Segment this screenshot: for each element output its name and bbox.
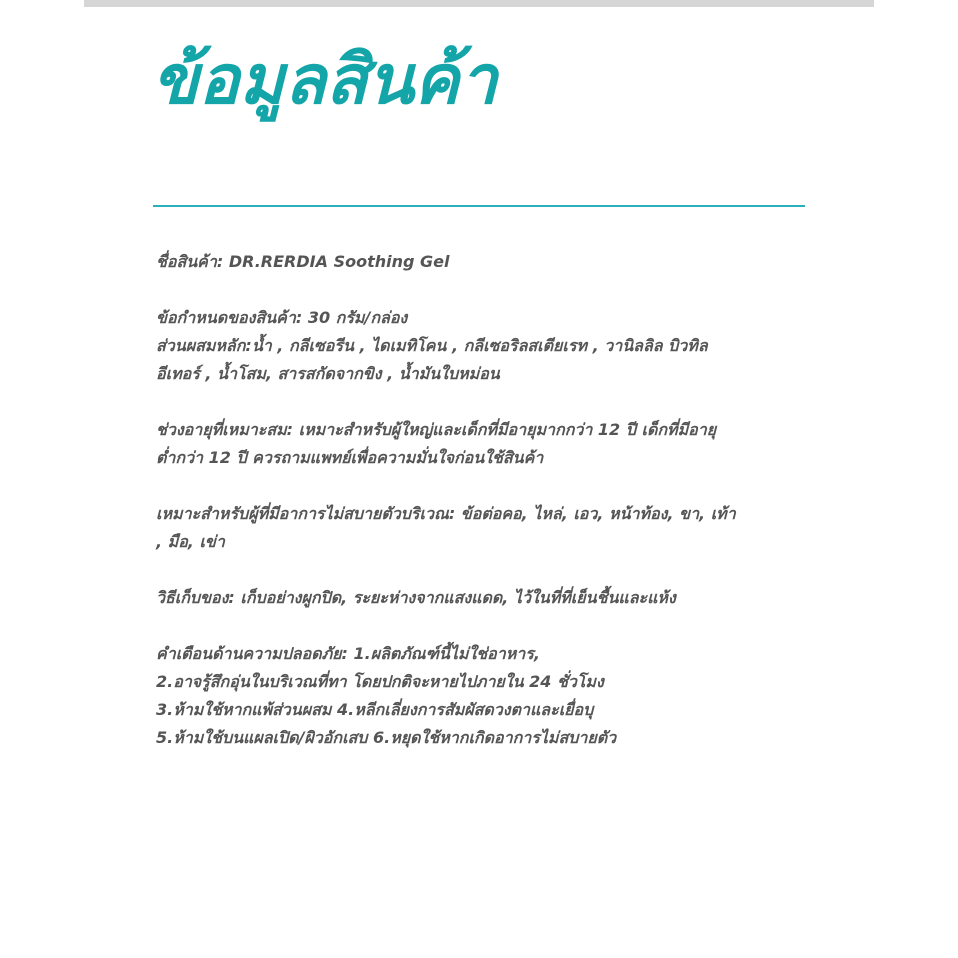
product-name-section [156,248,826,276]
storage-line: วิธีเก็บของ: เก็บอย่างผูกปิด, ระยะห่างจากแสงแดด, ไว้ในที่ที่เย็นชื้นและแห้ง [156,588,676,607]
age-section [156,416,826,472]
product-spec: ข้อกำหนดของสินค้า: 30 กรัม/กล่อง [156,308,408,327]
warning-line-1: คำเตือนด้านความปลอดภัย: 1.ผลิตภัณฑ์นี้ไม่ใช่อาหาร, [156,644,540,663]
spec-section [156,304,826,388]
warning-line-2: 2.อาจรู้สึกอุ่นในบริเวณที่ทา โดยปกติจะหายไปภายใน 24 ชั่วโมง [156,672,604,691]
warning-line-3: 3.ห้ามใช้หากแพ้ส่วนผสม 4.หลีกเลี่ยงการสัมผัสดวงตาและเยื่อบุ [156,700,594,719]
ingredients-line-2: อีเทอร์ , น้ำโสม, สารสกัดจากขิง , น้ำมันใบหม่อน [156,364,500,383]
warning-section [156,640,826,752]
page-title: ข้อมูลสินค้า [152,41,498,120]
age-line-2: ต่ำกว่า 12 ปี ควรถามแพทย์เพื่อความมั่นใจก่อนใช้สินค้า [156,448,544,467]
suitable-line-1: เหมาะสำหรับผู้ที่มีอาการไม่สบายตัวบริเวณ: ข้อต่อคอ, ไหล่, เอว, หน้าท้อง, ขา, เท้า [156,504,736,523]
product-info [156,248,826,780]
age-line-1: ช่วงอายุที่เหมาะสม: เหมาะสำหรับผู้ใหญ่และเด็กที่มีอายุมากกว่า 12 ปี เด็กที่มีอายุ [156,420,717,439]
warning-line-4: 5.ห้ามใช้บนแผลเปิด/ผิวอักเสบ 6.หยุดใช้หากเกิดอาการไม่สบายตัว [156,728,617,747]
top-bar [84,0,874,7]
storage-section [156,584,826,612]
product-name: ชื่อสินค้า: DR.RERDIA Soothing Gel [156,252,450,271]
suitable-line-2: , มือ, เข่า [156,532,225,551]
suitable-section [156,500,826,556]
title-divider [153,205,805,207]
ingredients-line-1: ส่วนผสมหลัก:น้ำ , กลีเซอรีน , ไดเมทิโคน , กลีเซอริลสเตียเรท , วานิลลิล บิวทิล [156,336,708,355]
